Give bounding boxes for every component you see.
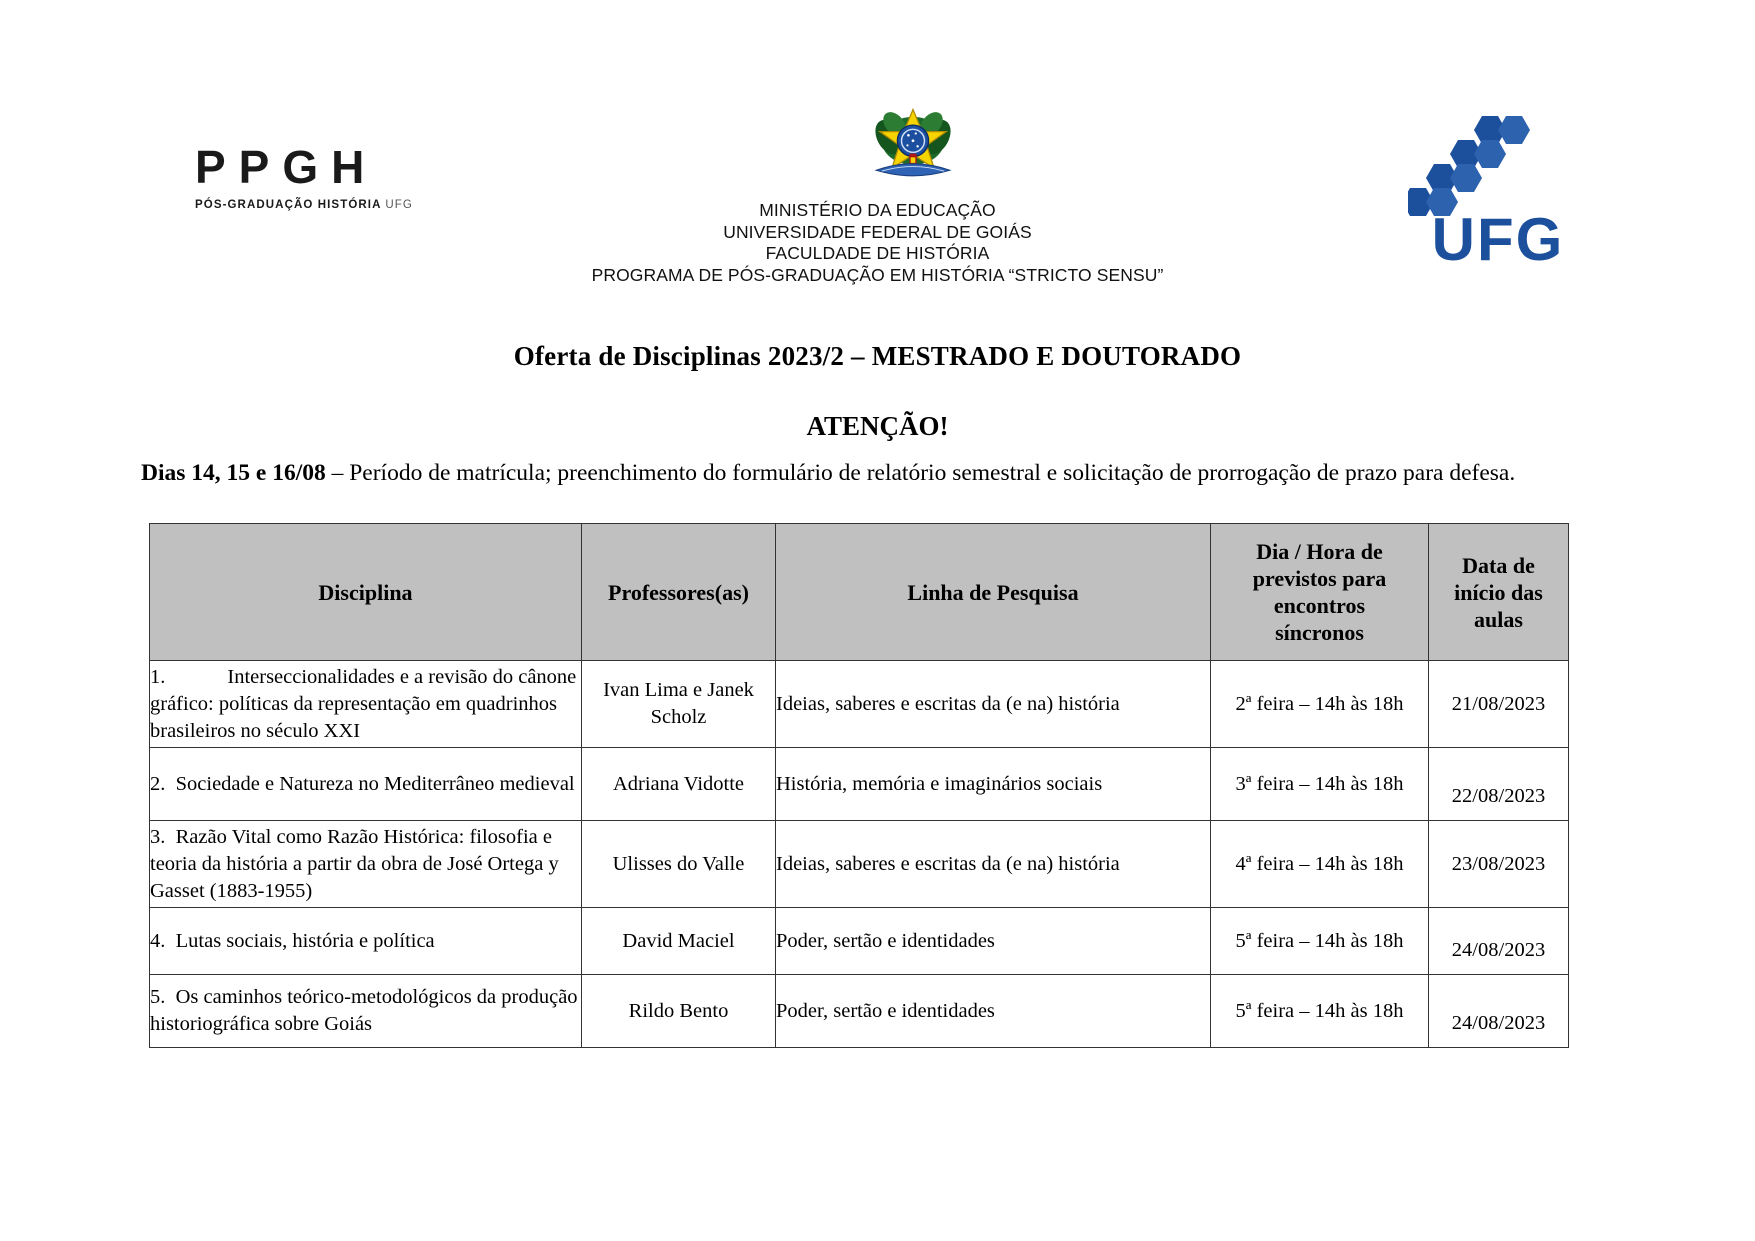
disciplina-text: Lutas sociais, história e política	[175, 929, 435, 952]
column-header-dia-hora	[1211, 524, 1429, 661]
table-header-row	[150, 524, 1569, 661]
ppgh-subtitle-light: UFG	[385, 199, 413, 211]
cell-disciplina	[150, 821, 582, 908]
cell-dia-hora: 2ª feira – 14h às 18h	[1211, 661, 1429, 748]
cell-professores: Ulisses do Valle	[582, 821, 776, 908]
cell-linha-pesquisa: Poder, sertão e identidades	[776, 975, 1211, 1048]
table-row	[150, 908, 1569, 975]
document-header	[0, 96, 1755, 285]
schedule-table	[149, 523, 1569, 1048]
cell-linha-pesquisa: Ideias, saberes e escritas da (e na) história	[776, 661, 1211, 748]
cell-professores: Ivan Lima e Janek Scholz	[582, 661, 776, 748]
cell-data-inicio: 23/08/2023	[1429, 821, 1569, 908]
column-header-professores: Professores(as)	[582, 524, 776, 661]
cell-data-inicio: 22/08/2023	[1429, 748, 1569, 821]
cell-professores: Adriana Vidotte	[582, 748, 776, 821]
cell-data-inicio: 21/08/2023	[1429, 661, 1569, 748]
ppgh-acronym: PPGH	[195, 141, 378, 193]
ppgh-subtitle-bold: PÓS-GRADUAÇÃO HISTÓRIA	[195, 199, 382, 211]
ufg-wordmark: UFG	[1431, 206, 1565, 273]
ufg-hexagon-mark-icon	[1408, 114, 1538, 216]
cell-dia-hora: 5ª feira – 14h às 18h	[1211, 908, 1429, 975]
table-row	[150, 975, 1569, 1048]
schedule-table-wrapper	[149, 523, 1568, 1048]
dia-hora-line-1: Dia / Hora de	[1256, 539, 1383, 564]
cell-professores: David Maciel	[582, 908, 776, 975]
column-header-data-inicio	[1429, 524, 1569, 661]
notice-paragraph	[141, 458, 1615, 488]
institution-line-2: UNIVERSIDADE FEDERAL DE GOIÁS	[723, 221, 1032, 242]
cell-linha-pesquisa: História, memória e imaginários sociais	[776, 748, 1211, 821]
cell-data-inicio: 24/08/2023	[1429, 908, 1569, 975]
cell-disciplina	[150, 975, 582, 1048]
disciplina-text: Interseccionalidades e a revisão do cânone gráfico: políticas da representação em quadrinhos brasileiros no século XXI	[150, 665, 577, 742]
row-number: 1.	[150, 665, 166, 688]
data-inicio-line-3: aulas	[1474, 606, 1523, 632]
table-row	[150, 661, 1569, 748]
row-number: 2.	[150, 772, 166, 795]
cell-linha-pesquisa: Poder, sertão e identidades	[776, 908, 1211, 975]
cell-professores: Rildo Bento	[582, 975, 776, 1048]
cell-disciplina	[150, 748, 582, 821]
notice-dates: Dias 14, 15 e 16/08	[141, 460, 326, 486]
disciplina-text: Razão Vital como Razão Histórica: filosofia e teoria da história a partir da obra de José Ortega y Gasset (1883-1955)	[150, 825, 559, 902]
cell-dia-hora: 4ª feira – 14h às 18h	[1211, 821, 1429, 908]
institution-line-4: PROGRAMA DE PÓS-GRADUAÇÃO EM HISTÓRIA “STRICTO SENSU”	[591, 264, 1164, 285]
cell-dia-hora: 5ª feira – 14h às 18h	[1211, 975, 1429, 1048]
column-header-disciplina: Disciplina	[150, 524, 582, 661]
table-row	[150, 821, 1569, 908]
ufg-logo	[1388, 114, 1608, 284]
institution-line-1: MINISTÉRIO DA EDUCAÇÃO	[759, 200, 996, 220]
attention-heading: ATENÇÃO!	[806, 411, 949, 441]
row-number: 5.	[150, 986, 166, 1008]
disciplina-text: Os caminhos teórico-metodológicos da produção historiográfica sobre Goiás	[150, 986, 578, 1035]
cell-linha-pesquisa: Ideias, saberes e escritas da (e na) história	[776, 821, 1211, 908]
data-inicio-line-2: início das	[1454, 579, 1543, 605]
row-number: 4.	[150, 929, 166, 952]
column-header-linha-pesquisa: Linha de Pesquisa	[776, 524, 1211, 661]
row-number: 3.	[150, 825, 166, 848]
institution-line-3: FACULDADE DE HISTÓRIA	[765, 243, 990, 263]
page-title: Oferta de Disciplinas 2023/2 – MESTRADO E DOUTORADO	[513, 341, 1242, 371]
disciplina-text: Sociedade e Natureza no Mediterrâneo medieval	[175, 772, 575, 795]
table-row	[150, 748, 1569, 821]
brazil-coat-of-arms-icon	[867, 104, 959, 196]
dia-hora-line-4: síncronos	[1275, 620, 1364, 645]
cell-dia-hora: 3ª feira – 14h às 18h	[1211, 748, 1429, 821]
cell-disciplina	[150, 661, 582, 748]
notice-text: – Período de matrícula; preenchimento do formulário de relatório semestral e solicitação de prorrogação de prazo para defesa.	[325, 460, 1516, 486]
dia-hora-line-3: encontros	[1273, 593, 1366, 618]
data-inicio-line-1: Data de	[1462, 552, 1535, 578]
cell-data-inicio: 24/08/2023	[1429, 975, 1569, 1048]
cell-disciplina	[150, 908, 582, 975]
dia-hora-line-2: previstos para	[1252, 566, 1387, 591]
